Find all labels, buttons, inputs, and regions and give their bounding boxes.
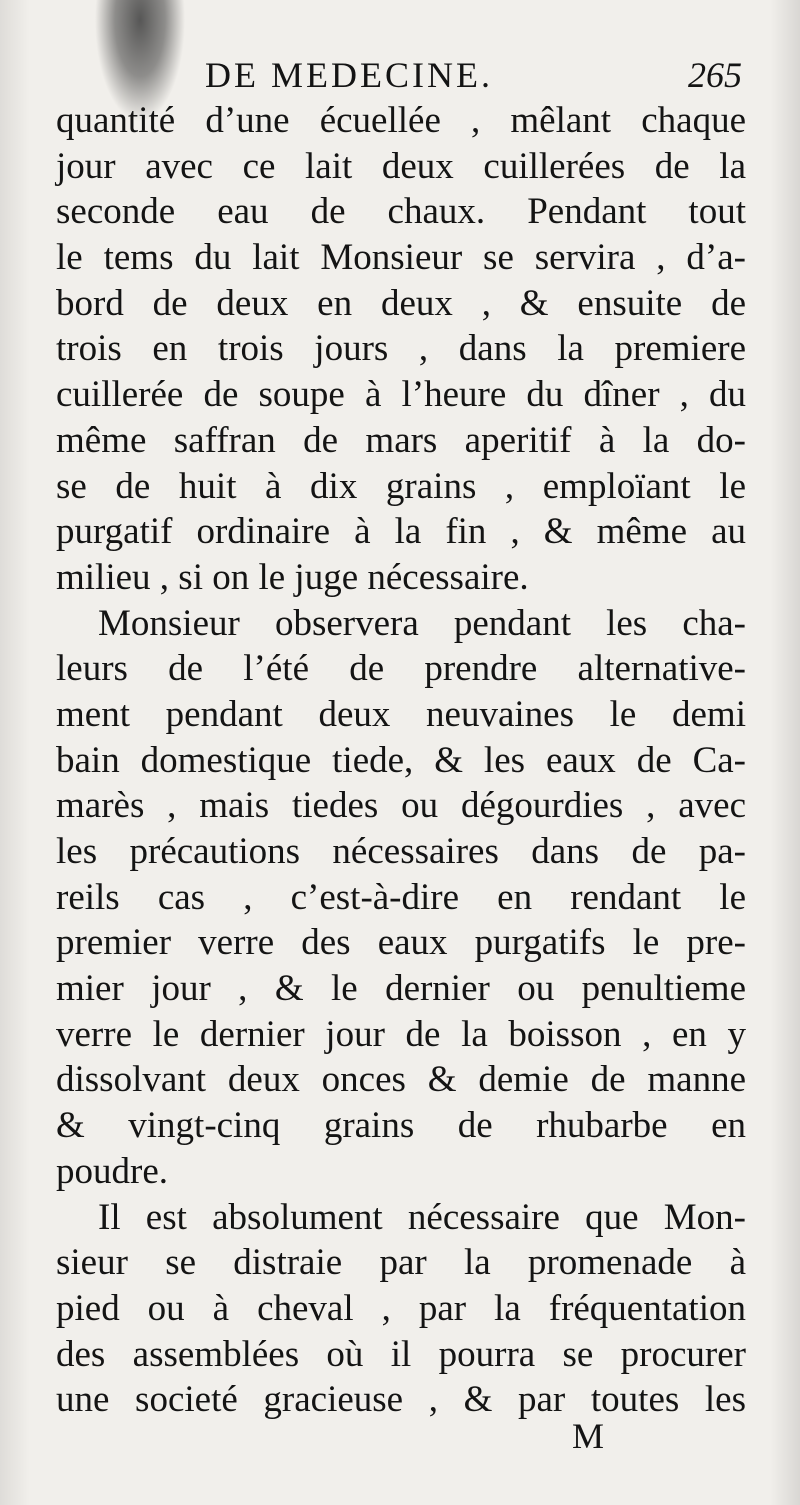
text-line: des assemblées où il pourra se procurer (56, 1333, 746, 1375)
signature-mark: M (572, 1416, 605, 1456)
page-header (0, 52, 800, 102)
text-line: premier verre des eaux purgatifs le pre- (56, 922, 746, 964)
text-line: bain domestique tiede, & les eaux de Ca- (56, 739, 746, 781)
text-line: même saffran de mars aperitif à la do- (56, 419, 746, 461)
text-line: & vingt-cinq grains de rhubarbe en (56, 1105, 746, 1147)
text-line: ment pendant deux neuvaines le demi (56, 693, 746, 735)
paragraph-1 (56, 98, 746, 601)
text-line: les précautions nécessaires dans de pa- (56, 831, 746, 872)
text-line: jour avec ce lait deux cuillerées de la (56, 145, 746, 187)
text-line: pied ou à cheval , par la fréquentation (56, 1287, 746, 1329)
text-line: Il est absolument nécessaire que Mon- (98, 1196, 746, 1238)
text-line: reils cas , c’est-à-dire en rendant le (56, 876, 746, 918)
paragraph-2 (56, 601, 746, 1195)
text-line: mier jour , & le dernier ou penultieme (56, 968, 746, 1010)
text-line: trois en trois jours , dans la premiere (56, 328, 746, 370)
text-line: le tems du lait Monsieur se servira , d’a- (56, 237, 746, 279)
text-line: marès , mais tiedes ou dégourdies , avec (56, 785, 746, 827)
text-line: poudre. (56, 1150, 168, 1192)
page-number: 265 (688, 55, 742, 95)
text-line: bord de deux en deux , & ensuite de (56, 282, 746, 324)
paragraph-3 (56, 1195, 746, 1423)
text-line: leurs de l’été de prendre alternative- (56, 648, 746, 690)
text-line: dissolvant deux onces & demie de manne (56, 1059, 746, 1101)
text-line: verre le dernier jour de la boisson , en y (56, 1013, 746, 1055)
text-line: seconde eau de chaux. Pendant tout (56, 191, 746, 233)
text-line: Monsieur observera pendant les cha- (98, 602, 746, 644)
text-line: quantité d’une écuellée , mêlant chaque (56, 100, 746, 141)
text-line: sieur se distraie par la promenade à (56, 1242, 746, 1284)
text-line: une societé gracieuse , & par toutes les (56, 1379, 746, 1421)
body-text (56, 98, 746, 1423)
running-title: DE MEDECINE. (205, 55, 493, 95)
text-line: se de huit à dix grains , emploïant le (56, 465, 746, 507)
text-line: cuillerée de soupe à l’heure du dîner , du (56, 374, 746, 416)
text-line: milieu , si on le juge nécessaire. (56, 556, 529, 598)
text-line: purgatif ordinaire à la fin , & même au (56, 511, 746, 553)
